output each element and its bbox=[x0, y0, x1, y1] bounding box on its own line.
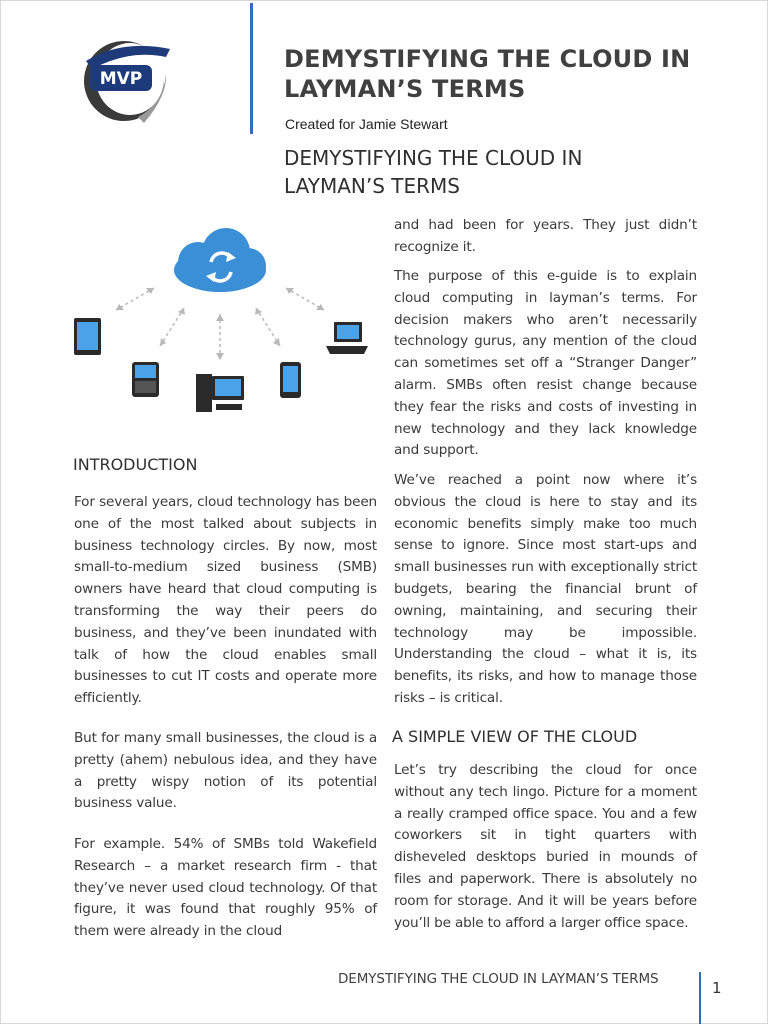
cloud-diagram bbox=[68, 222, 368, 422]
footer-divider bbox=[699, 972, 701, 1024]
page-number: 1 bbox=[712, 979, 722, 997]
laptop-icon bbox=[326, 322, 368, 354]
mvp-logo bbox=[78, 33, 174, 125]
smartphone-icon bbox=[280, 362, 301, 398]
logo-text: MVP bbox=[99, 69, 143, 89]
created-for: Created for Jamie Stewart bbox=[285, 116, 448, 132]
section-title: DEMYSTIFYING THE CLOUD IN LAYMAN’S TERMS bbox=[284, 146, 583, 198]
cloud-sync-icon bbox=[174, 228, 266, 292]
right-paragraph-3: We’ve reached a point now where it’s obvious the cloud is here to stay and its economic benefits simply make too much sense to ignore. Since most start-ups and small businesses run with exceptionally strict budgets, bearing the financial brunt of owning, maintaining, and securing their technology may be impossible. Understanding the cloud – what it is, its benefits, its risks, and how to manage those risks – is critical. bbox=[394, 472, 697, 706]
introduction-heading: INTRODUCTION bbox=[73, 455, 198, 474]
phone-keyboard-icon bbox=[132, 362, 159, 397]
page-title: DEMYSTIFYING THE CLOUD IN LAYMAN’S TERMS bbox=[284, 45, 691, 103]
intro-paragraph-3: For example. 54% of SMBs told Wakefield Research – a market research firm - that they’ve never used cloud technology. Of that figure, it was found that roughly 95% of them were already in the cloud bbox=[74, 836, 377, 940]
tablet-icon bbox=[74, 318, 101, 355]
right-paragraph-1: and had been for years. They just didn’t recognize it. bbox=[394, 217, 697, 255]
simple-view-paragraph: Let’s try describing the cloud for once without any tech lingo. Picture for a moment a really cramped office space. You and a few coworkers sit in tight quarters with disheveled desktops buried in mounds of files and paperwork. There is absolutely no room for storage. And it will be years before you’ll be able to afford a larger office space. bbox=[394, 762, 697, 931]
intro-paragraph-1: For several years, cloud technology has been one of the most talked about subjects in business technology circles. By now, most small-to-medium sized business (SMB) owners have heard that cloud computing is transforming the way their peers do business, and they’ve been inundated with talk of how the cloud enables small businesses to cut IT costs and operate more efficiently. bbox=[74, 494, 377, 707]
footer-title: DEMYSTIFYING THE CLOUD IN LAYMAN’S TERMS bbox=[338, 971, 659, 987]
simple-view-heading: A SIMPLE VIEW OF THE CLOUD bbox=[392, 727, 638, 746]
desktop-computer-icon bbox=[196, 374, 244, 412]
header-divider bbox=[250, 3, 253, 134]
connection-arrows bbox=[116, 288, 324, 360]
right-paragraph-2: The purpose of this e-guide is to explain cloud computing in layman’s terms. For decision makers who aren’t necessarily technology gurus, any mention of the cloud can sometimes set off a “Stranger Danger” alarm. SMBs often resist change because they fear the risks and costs of investing in new technology and they lack knowledge and support. bbox=[394, 268, 697, 459]
intro-paragraph-2: But for many small businesses, the cloud is a pretty (ahem) nebulous idea, and they have a pretty wispy notion of its potential business value. bbox=[74, 730, 377, 812]
